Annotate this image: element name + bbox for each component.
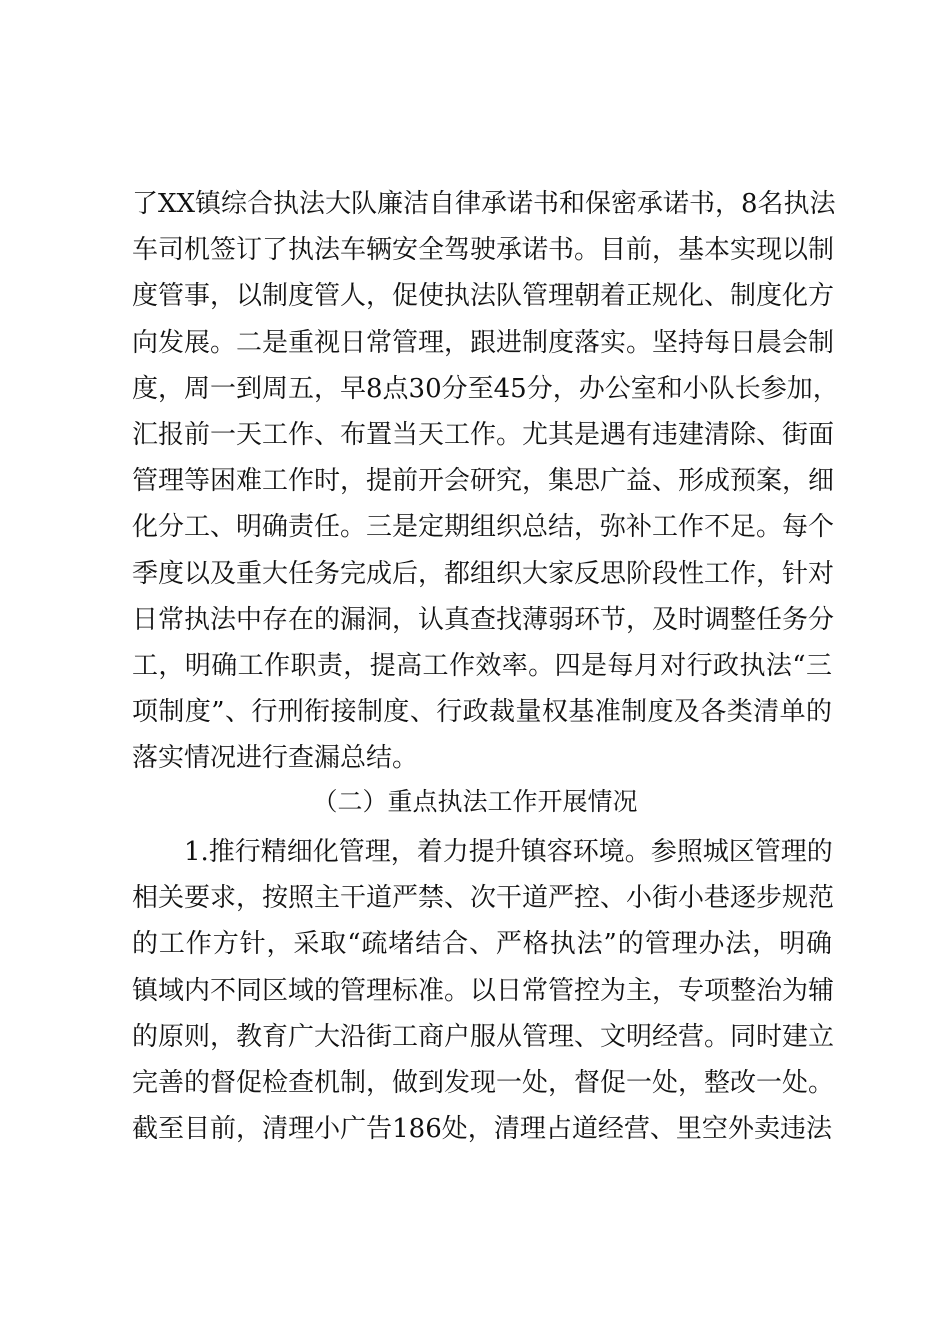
paragraph-line: 汇报前一天工作、布置当天工作。尤其是遇有违建清除、街面 bbox=[132, 419, 835, 450]
section-heading: （二）重点执法工作开展情况 bbox=[312, 787, 638, 816]
paragraph-line: 相关要求，按照主干道严禁、次干道严控、小街小巷逐步规范 bbox=[132, 883, 835, 914]
paragraph-line: 的工作方针，采取“疏堵结合、严格执法”的管理办法，明确 bbox=[132, 929, 832, 960]
paragraph-line: 季度以及重大任务完成后，都组织大家反思阶段性工作，针对 bbox=[132, 558, 835, 589]
paragraph-line: 度，周一到周五，早8点30分至45分，办公室和小队长参加， bbox=[132, 373, 839, 404]
paragraph-line: 向发展。二是重视日常管理，跟进制度落实。坚持每日晨会制 bbox=[132, 327, 835, 358]
paragraph-line: 截至目前，清理小广告186处，清理占道经营、里空外卖违法 bbox=[132, 1114, 832, 1145]
body-paragraph-2 bbox=[132, 829, 835, 1152]
paragraph-line: 的原则，教育广大沿街工商户服从管理、文明经营。同时建立 bbox=[132, 1021, 835, 1052]
paragraph-line: 化分工、明确责任。三是定期组织总结，弥补工作不足。每个 bbox=[132, 512, 835, 543]
body-paragraph-1 bbox=[132, 181, 839, 781]
paragraph-line: 工，明确工作职责，提高工作效率。四是每月对行政执法“三 bbox=[132, 650, 832, 681]
paragraph-line-first: 1.推行精细化管理，着力提升镇容环境。参照城区管理的 bbox=[184, 837, 833, 867]
paragraph-line: 车司机签订了执法车辆安全驾驶承诺书。目前，基本实现以制 bbox=[132, 235, 835, 266]
paragraph-line: 镇域内不同区域的管理标准。以日常管控为主，专项整治为辅 bbox=[132, 975, 835, 1006]
paragraph-line: 度管事，以制度管人，促使执法队管理朝着正规化、制度化方 bbox=[132, 281, 835, 312]
paragraph-line: 项制度”、行刑衔接制度、行政裁量权基准制度及各类清单的 bbox=[132, 697, 832, 728]
paragraph-line: 管理等困难工作时，提前开会研究，集思广益、形成预案，细 bbox=[132, 466, 835, 497]
paragraph-line: 完善的督促检查机制，做到发现一处，督促一处，整改一处。 bbox=[132, 1067, 835, 1098]
paragraph-line-last: 落实情况进行查漏总结。 bbox=[132, 743, 419, 774]
paragraph-line: 了XX镇综合执法大队廉洁自律承诺书和保密承诺书，8名执法 bbox=[132, 189, 836, 219]
paragraph-line: 日常执法中存在的漏洞，认真查找薄弱环节，及时调整任务分 bbox=[132, 604, 835, 635]
